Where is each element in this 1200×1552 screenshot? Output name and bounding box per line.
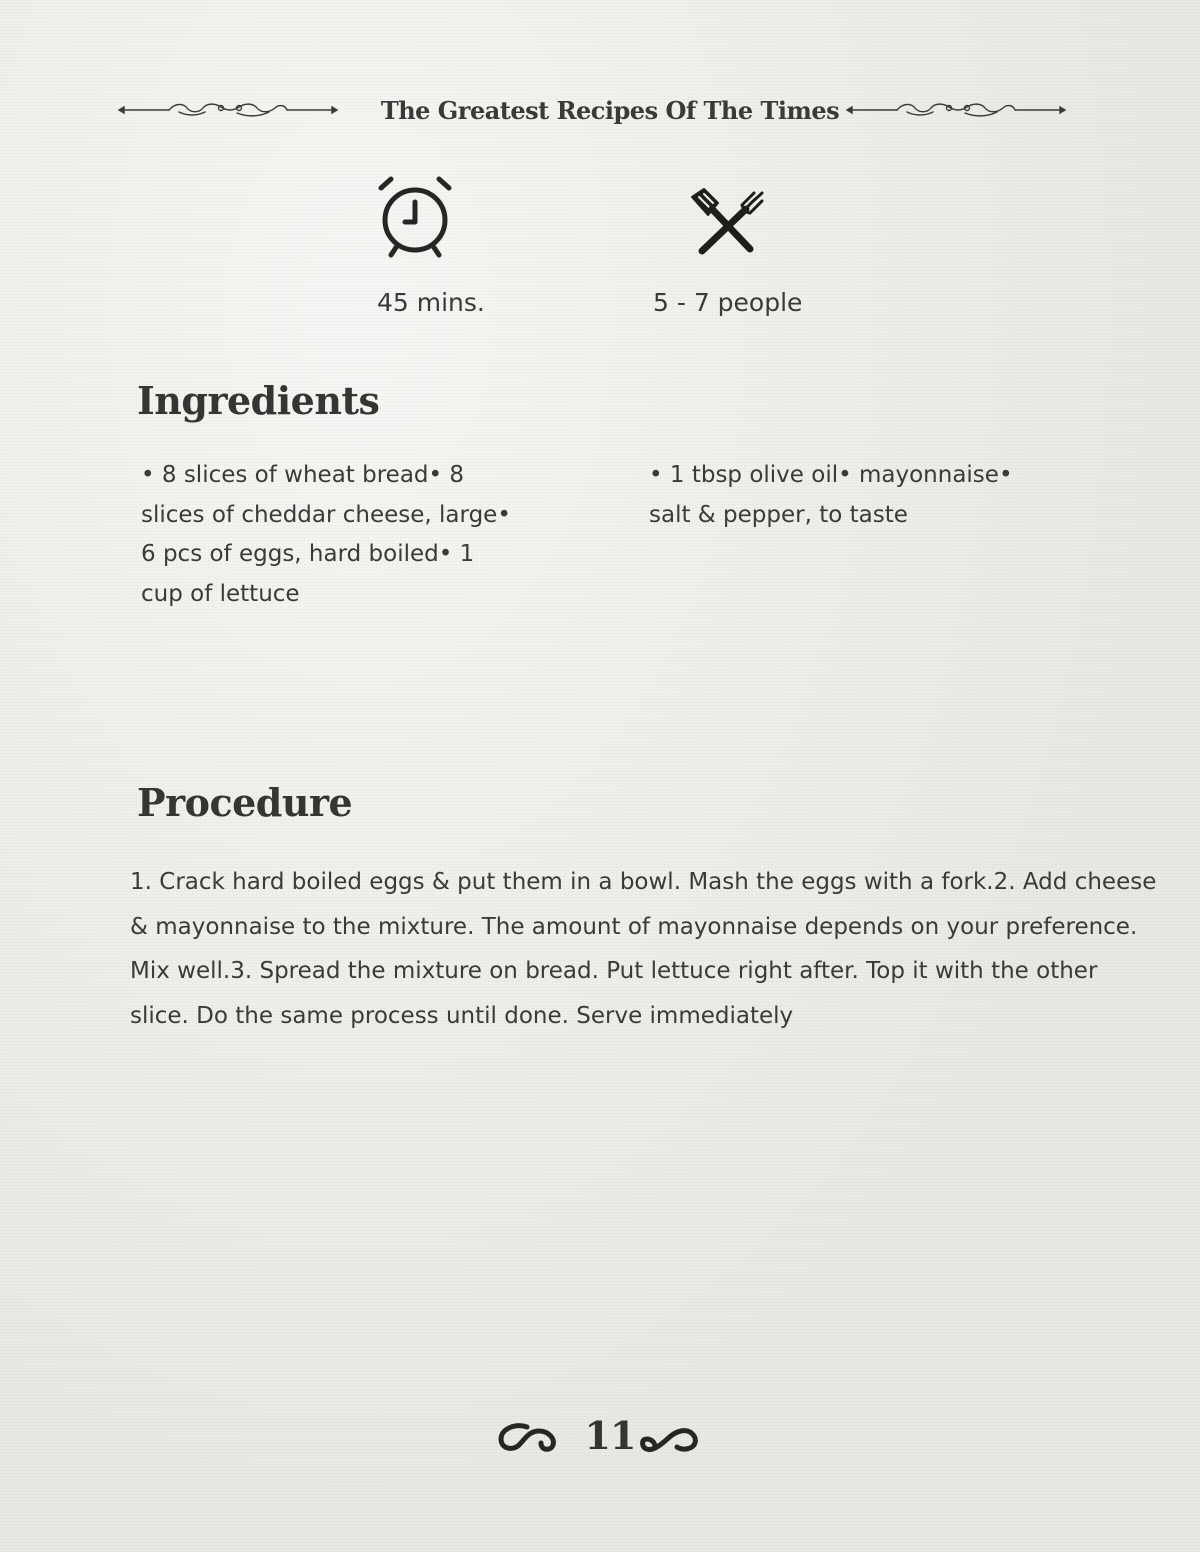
page-number: 11	[584, 1413, 636, 1458]
spatula-fork-icon	[690, 187, 764, 257]
alarm-clock-icon	[375, 174, 455, 258]
header-ornament-right-icon	[845, 99, 1067, 121]
ingredients-list-right: • 1 tbsp olive oil• mayonnaise• salt & pepper, to taste	[649, 462, 1013, 528]
swash-left-icon	[497, 1421, 559, 1455]
ingredients-list-left: • 8 slices of wheat bread• 8 slices of cheddar cheese, large• 6 pcs of eggs, hard boiled• 1 cup of lettuce	[141, 462, 511, 607]
procedure-heading: Procedure	[137, 780, 353, 825]
servings: 5 - 7 people	[653, 288, 803, 317]
ingredients-heading: Ingredients	[137, 378, 380, 423]
swash-right-icon	[637, 1421, 699, 1455]
prep-time: 45 mins.	[377, 288, 485, 317]
book-title: The Greatest Recipes Of The Times	[380, 96, 840, 125]
procedure-text: 1. Crack hard boiled eggs & put them in a bowl. Mash the eggs with a fork.2. Add cheese & mayonnaise to the mixture. The amount of mayonnaise depends on your preference. Mix well.3. Spread the mixture on bread. Put lettuce right after. Top it with the other slice. Do the same process until done. Serve immediately	[130, 869, 1157, 1029]
